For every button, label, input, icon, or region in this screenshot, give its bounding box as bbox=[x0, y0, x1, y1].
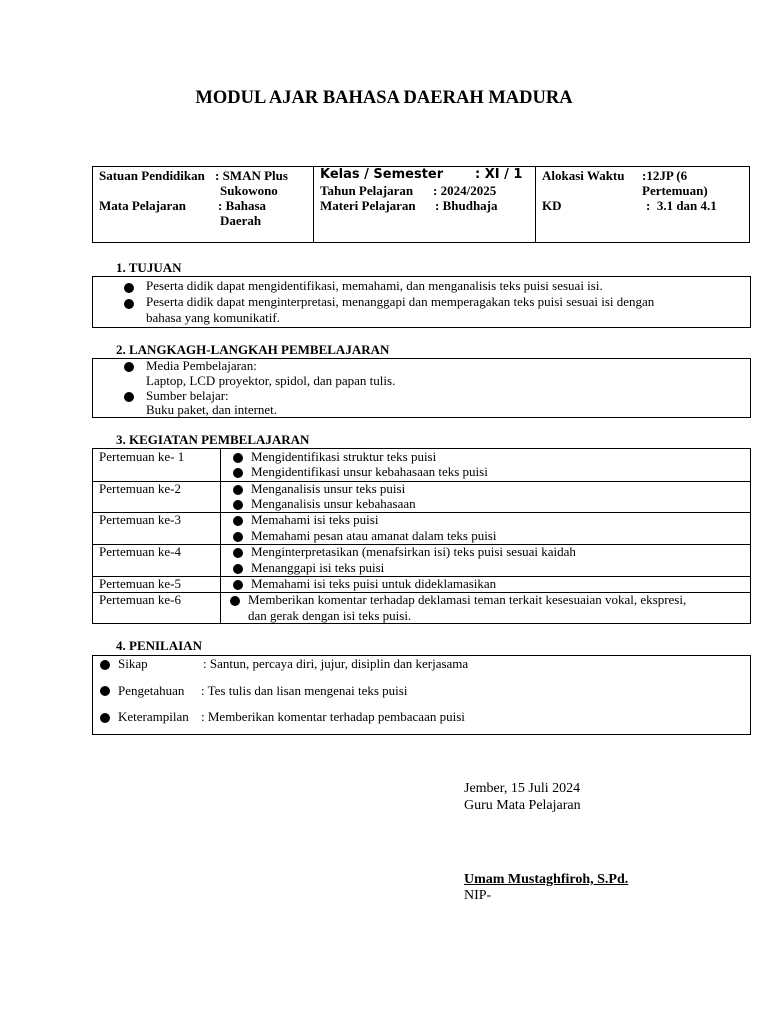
section-langkah-heading: 2. LANGKAGH-LANGKAH PEMBELAJARAN bbox=[116, 342, 390, 357]
bullet-icon bbox=[233, 453, 243, 463]
media-label: Media Pembelajaran: bbox=[146, 358, 257, 373]
kegiatan-table bbox=[92, 448, 751, 624]
mapel-value-cont: Daerah bbox=[220, 213, 262, 228]
bullet-icon bbox=[124, 299, 134, 309]
info-table-divider bbox=[313, 167, 314, 242]
kegiatan-item: Memberikan komentar terhadap deklamasi teman terkait kesesuaian vokal, ekspresi, bbox=[248, 592, 687, 607]
pertemuan-label: Pertemuan ke-5 bbox=[99, 576, 181, 591]
kd-label: KD bbox=[542, 198, 562, 213]
bullet-icon bbox=[100, 686, 110, 696]
signature-name: Umam Mustaghfiroh, S.Pd. bbox=[464, 872, 629, 887]
bullet-icon bbox=[124, 392, 134, 402]
penilaian-label: Sikap bbox=[118, 656, 148, 671]
kegiatan-item: Menginterpretasikan (menafsirkan isi) teks puisi sesuai kaidah bbox=[251, 544, 576, 559]
materi-label: Materi Pelajaran bbox=[320, 198, 416, 213]
kegiatan-item: Mengidentifikasi unsur kebahasaan teks puisi bbox=[251, 464, 488, 479]
pertemuan-label: Pertemuan ke- 1 bbox=[99, 449, 185, 464]
section-tujuan-heading: 1. TUJUAN bbox=[116, 260, 182, 275]
section-penilaian-heading: 4. PENILAIAN bbox=[116, 638, 202, 653]
kegiatan-item: Memahami isi teks puisi untuk dideklamasikan bbox=[251, 576, 497, 591]
section-kegiatan-heading: 3. KEGIATAN PEMBELAJARAN bbox=[116, 432, 310, 447]
pertemuan-label: Pertemuan ke-6 bbox=[99, 592, 181, 607]
kegiatan-item: Menganalisis unsur teks puisi bbox=[251, 481, 406, 496]
pertemuan-label: Pertemuan ke-3 bbox=[99, 512, 181, 527]
satuan-label: Satuan Pendidikan bbox=[99, 168, 205, 183]
bullet-icon bbox=[233, 532, 243, 542]
tujuan-item: Peserta didik dapat menginterpretasi, menanggapi dan memperagakan teks puisi sesuai isi dengan bbox=[146, 294, 655, 309]
signature-place-date: Jember, 15 Juli 2024 bbox=[464, 781, 581, 796]
pertemuan-label: Pertemuan ke-4 bbox=[99, 544, 181, 559]
tujuan-item-cont: bahasa yang komunikatif. bbox=[146, 310, 280, 325]
satuan-value-cont: Sukowono bbox=[220, 183, 278, 198]
penilaian-value: : Santun, percaya diri, jujur, disiplin dan kerjasama bbox=[203, 656, 469, 671]
bullet-icon bbox=[233, 500, 243, 510]
bullet-icon bbox=[100, 713, 110, 723]
kegiatan-item: Memahami pesan atau amanat dalam teks puisi bbox=[251, 528, 497, 543]
alokasi-label: Alokasi Waktu bbox=[542, 168, 625, 183]
tahun-value: : 2024/2025 bbox=[433, 183, 497, 198]
bullet-icon bbox=[233, 580, 243, 590]
kegiatan-item-cont: dan gerak dengan isi teks puisi. bbox=[248, 608, 412, 623]
pertemuan-label: Pertemuan ke-2 bbox=[99, 481, 181, 496]
bullet-icon bbox=[124, 362, 134, 372]
alokasi-value: :12JP (6 bbox=[642, 168, 688, 183]
document-title: MODUL AJAR BAHASA DAERAH MADURA bbox=[195, 88, 573, 108]
bullet-icon bbox=[230, 596, 240, 606]
bullet-icon bbox=[124, 283, 134, 293]
penilaian-label: Keterampilan bbox=[118, 709, 189, 724]
kegiatan-divider bbox=[220, 449, 221, 623]
penilaian-box bbox=[92, 655, 751, 735]
tujuan-item: Peserta didik dapat mengidentifikasi, memahami, dan menganalisis teks puisi sesuai isi. bbox=[146, 278, 603, 293]
bullet-icon bbox=[100, 660, 110, 670]
sumber-value: Buku paket, dan internet. bbox=[146, 402, 278, 417]
kegiatan-item: Mengidentifikasi struktur teks puisi bbox=[251, 449, 437, 464]
signature-role: Guru Mata Pelajaran bbox=[464, 798, 581, 813]
tahun-label: Tahun Pelajaran bbox=[320, 183, 414, 198]
satuan-value: : SMAN Plus bbox=[215, 168, 288, 183]
materi-value: : Bhudhaja bbox=[435, 198, 498, 213]
mapel-value: : Bahasa bbox=[218, 198, 267, 213]
mapel-label: Mata Pelajaran bbox=[99, 198, 187, 213]
signature-nip: NIP- bbox=[464, 888, 492, 903]
bullet-icon bbox=[233, 564, 243, 574]
langkah-box bbox=[92, 358, 751, 418]
penilaian-value: : Tes tulis dan lisan mengenai teks puisi bbox=[201, 683, 408, 698]
info-table-divider bbox=[535, 167, 536, 242]
bullet-icon bbox=[233, 516, 243, 526]
info-table bbox=[92, 166, 750, 243]
media-value: Laptop, LCD proyektor, spidol, dan papan tulis. bbox=[146, 373, 396, 388]
bullet-icon bbox=[233, 548, 243, 558]
kelas-label: Kelas / Semester bbox=[320, 167, 444, 182]
kd-value: : 3.1 dan 4.1 bbox=[646, 198, 717, 213]
row-divider bbox=[93, 512, 750, 513]
kegiatan-item: Memahami isi teks puisi bbox=[251, 512, 379, 527]
bullet-icon bbox=[233, 485, 243, 495]
row-divider bbox=[93, 481, 750, 482]
penilaian-value: : Memberikan komentar terhadap pembacaan puisi bbox=[201, 709, 465, 724]
kegiatan-item: Menganalisis unsur kebahasaan bbox=[251, 496, 416, 511]
kegiatan-item: Menanggapi isi teks puisi bbox=[251, 560, 385, 575]
penilaian-label: Pengetahuan bbox=[118, 683, 185, 698]
bullet-icon bbox=[233, 468, 243, 478]
kelas-value: : XI / 1 bbox=[475, 167, 523, 182]
alokasi-value-cont: Pertemuan) bbox=[642, 183, 708, 198]
tujuan-box bbox=[92, 276, 751, 328]
sumber-label: Sumber belajar: bbox=[146, 388, 229, 403]
